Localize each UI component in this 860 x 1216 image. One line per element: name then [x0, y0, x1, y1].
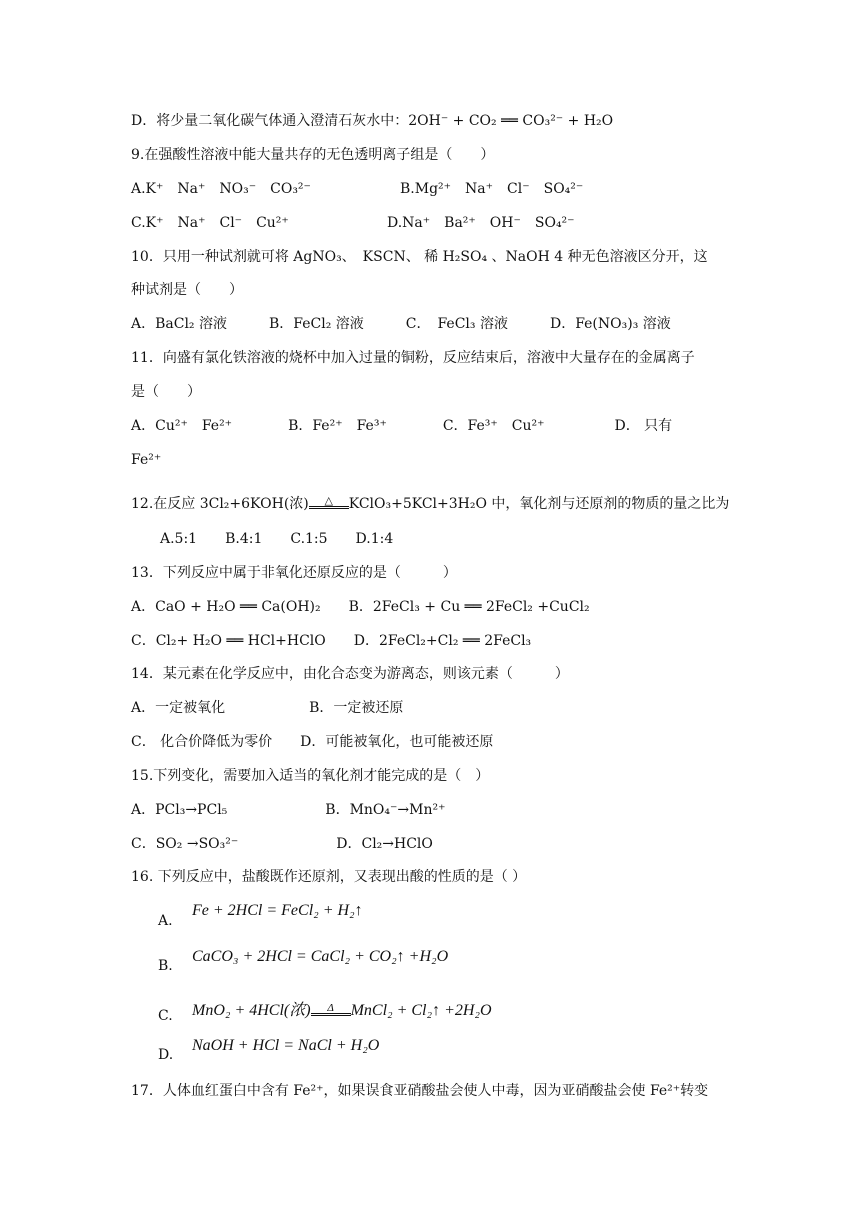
heat-arrow [311, 1003, 351, 1016]
question-11-line2: 是（ ） [131, 384, 201, 400]
q10-options: A．BaCl₂ 溶液 B．FeCl₂ 溶液 C． FeCl₃ 溶液 D．Fe(NO₃)₃ 溶液 [131, 316, 671, 332]
q15-options-ab: A．PCl₃→PCl₅ B．MnO₄⁻→Mn²⁺ [131, 802, 446, 818]
q9-option-d: D.Na⁺ Ba²⁺ OH⁻ SO₄²⁻ [387, 215, 575, 231]
heat-symbol: Δ [327, 1002, 334, 1014]
q14-options-cd: C． 化合价降低为零价 D．可能被氧化，也可能被还原 [131, 734, 494, 750]
q16-option-b-equation: CaCO₃ + 2HCl = CaCl₂ + CO₂↑ +H₂O [192, 948, 449, 965]
option-d-line: D．将少量二氧化碳气体通入澄清石灰水中：2OH⁻ + CO₂ ══ CO₃²⁻ + H₂O [131, 113, 614, 129]
q12-reactants: 12.在反应 3Cl₂+6KOH(浓) [131, 496, 309, 512]
question-14: 14．某元素在化学反应中，由化合态变为游离态，则该元素（ ） [131, 666, 569, 682]
q11-option-d-cont: Fe²⁺ [131, 452, 162, 468]
heat-arrow [309, 496, 349, 509]
q12-options: A.5:1 B.4:1 C.1:5 D.1:4 [160, 531, 394, 547]
q16-option-a-equation: Fe + 2HCl = FeCl₂ + H₂↑ [192, 902, 363, 919]
question-10-line2: 种试剂是（ ） [131, 282, 243, 298]
heat-symbol: △ [324, 494, 333, 507]
q16-option-a-label: A. [158, 913, 173, 929]
q13-options-cd: C．Cl₂+ H₂O ══ HCl+HClO D．2FeCl₂+Cl₂ ══ 2FeCl₃ [131, 633, 532, 649]
question-13: 13．下列反应中属于非氧化还原反应的是（ ） [131, 565, 457, 581]
question-11-line1: 11．向盛有氯化铁溶液的烧杯中加入过量的铜粉，反应结束后，溶液中大量存在的金属离子 [131, 350, 695, 366]
q16c-products: MnCl₂ + Cl₂↑ +2H₂O [350, 1002, 492, 1019]
q16-option-d-equation: NaOH + HCl = NaCl + H₂O [192, 1037, 380, 1054]
question-12 [131, 494, 729, 514]
q16-option-c-label: C. [158, 1008, 173, 1024]
question-9: 9.在强酸性溶液中能大量共存的无色透明离子组是（ ） [131, 147, 495, 163]
question-16: 16. 下列反应中，盐酸既作还原剂，又表现出酸的性质的是（ ） [131, 869, 527, 885]
q12-products: KClO₃+5KCl+3H₂O 中，氧化剂与还原剂的物质的量之比为 [348, 496, 730, 512]
q14-options-ab: A．一定被氧化 B．一定被还原 [131, 700, 404, 716]
question-15: 15.下列变化，需要加入适当的氧化剂才能完成的是（ ） [131, 768, 490, 784]
q16c-reactants: MnO₂ + 4HCl(浓) [192, 1002, 311, 1019]
q9-option-b: B.Mg²⁺ Na⁺ Cl⁻ SO₄²⁻ [400, 181, 584, 197]
q13-options-ab: A．CaO + H₂O ══ Ca(OH)₂ B．2FeCl₃ + Cu ══ 2FeCl₂ +CuCl₂ [131, 599, 590, 615]
q11-options: A．Cu²⁺ Fe²⁺ B．Fe²⁺ Fe³⁺ C．Fe³⁺ Cu²⁺ D． 只有 [131, 418, 673, 434]
q9-option-a: A.K⁺ Na⁺ NO₃⁻ CO₃²⁻ [131, 181, 311, 197]
question-17: 17．人体血红蛋白中含有 Fe²⁺，如果误食亚硝酸盐会使人中毒，因为亚硝酸盐会使 Fe²⁺转变 [131, 1083, 709, 1099]
question-10-line1: 10．只用一种试剂就可将 AgNO₃、 KSCN、 稀 H₂SO₄ 、NaOH 4 种无色溶液区分开，这 [131, 249, 708, 265]
q16-option-b-label: B. [158, 958, 173, 974]
q9-option-c: C.K⁺ Na⁺ Cl⁻ Cu²⁺ [131, 215, 289, 231]
q15-options-cd: C．SO₂ →SO₃²⁻ D．Cl₂→HClO [131, 836, 433, 852]
q16-option-d-label: D. [158, 1047, 174, 1063]
q16-option-c-equation [192, 997, 492, 1020]
